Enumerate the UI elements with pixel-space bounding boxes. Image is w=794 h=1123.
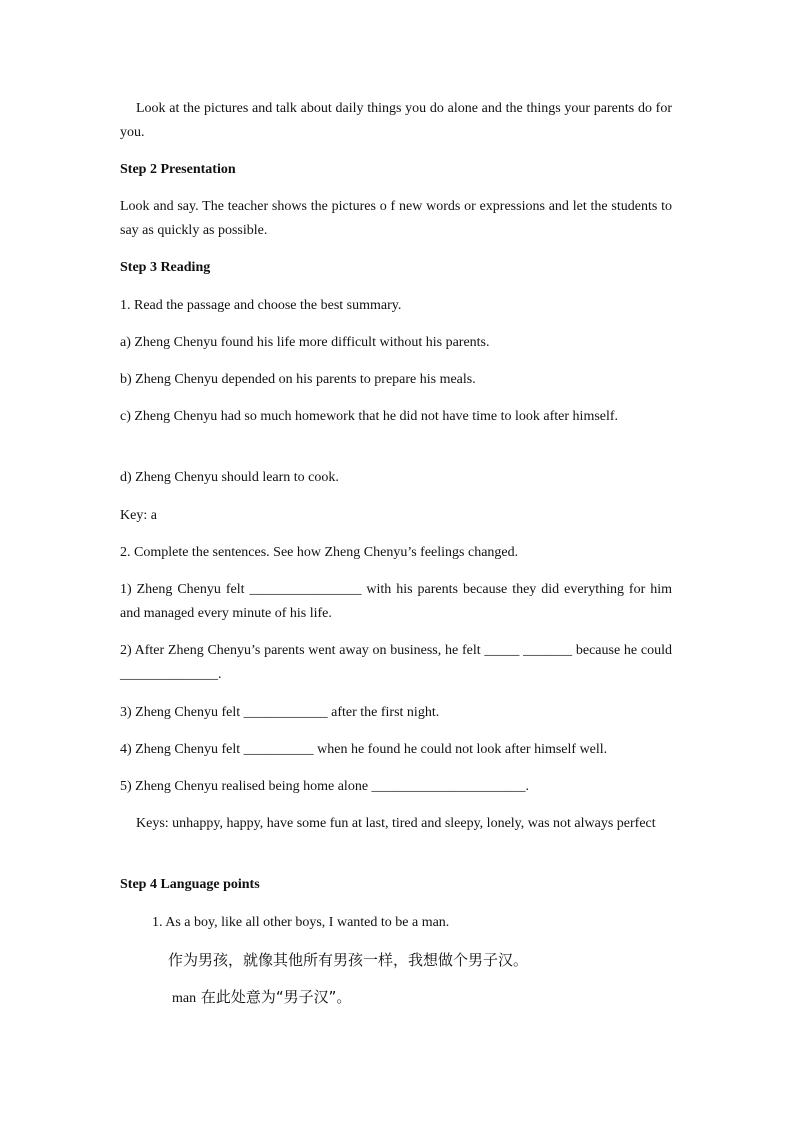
step3-heading: Step 3 Reading: [120, 260, 211, 275]
note-chinese-text: 在此处意为“男子汉”。: [196, 988, 352, 1006]
step3-task1: 1. Read the passage and choose the best summary.: [120, 298, 402, 313]
keys-2: Keys: unhappy, happy, have some fun at last, tired and sleepy, lonely, was not always perfect: [136, 816, 656, 831]
note-english-word: man: [172, 991, 197, 1006]
warmup-paragraph: Look at the pictures and talk about daily things you do alone and the things your parents do for you.: [120, 101, 672, 140]
language-point-1: 1. As a boy, like all other boys, I wanted to be a man.: [152, 915, 450, 930]
sentence-4: 4) Zheng Chenyu felt __________ when he found he could not look after himself well.: [120, 742, 608, 757]
sentence-1: 1) Zheng Chenyu felt ________________ with his parents because they did everything for him and managed every minute of his life.: [120, 582, 672, 621]
step3-task2: 2. Complete the sentences. See how Zheng Chenyu’s feelings changed.: [120, 545, 519, 560]
sentence-3: 3) Zheng Chenyu felt ____________ after the first night.: [120, 705, 440, 720]
language-point-1-note: [172, 985, 672, 1011]
option-b: b) Zheng Chenyu depended on his parents to prepare his meals.: [120, 372, 476, 387]
sentence-5: 5) Zheng Chenyu realised being home alone ______________________.: [120, 779, 530, 794]
step2-heading: Step 2 Presentation: [120, 162, 236, 177]
language-point-1-translation: 作为男孩，就像其他所有男孩一样，我想做个男子汉。: [168, 951, 529, 969]
step4-heading: Step 4 Language points: [120, 877, 260, 892]
option-c: c) Zheng Chenyu had so much homework that he did not have time to look after himself.: [120, 409, 619, 424]
sentence-2: 2) After Zheng Chenyu’s parents went away on business, he felt _____ _______ because he could ______________.: [120, 643, 672, 682]
option-a: a) Zheng Chenyu found his life more difficult without his parents.: [120, 335, 490, 350]
step2-paragraph: Look and say. The teacher shows the pictures o f new words or expressions and let the students to say as quickly as possible.: [120, 199, 672, 238]
option-d: d) Zheng Chenyu should learn to cook.: [120, 470, 339, 485]
key-1: Key: a: [120, 508, 157, 523]
